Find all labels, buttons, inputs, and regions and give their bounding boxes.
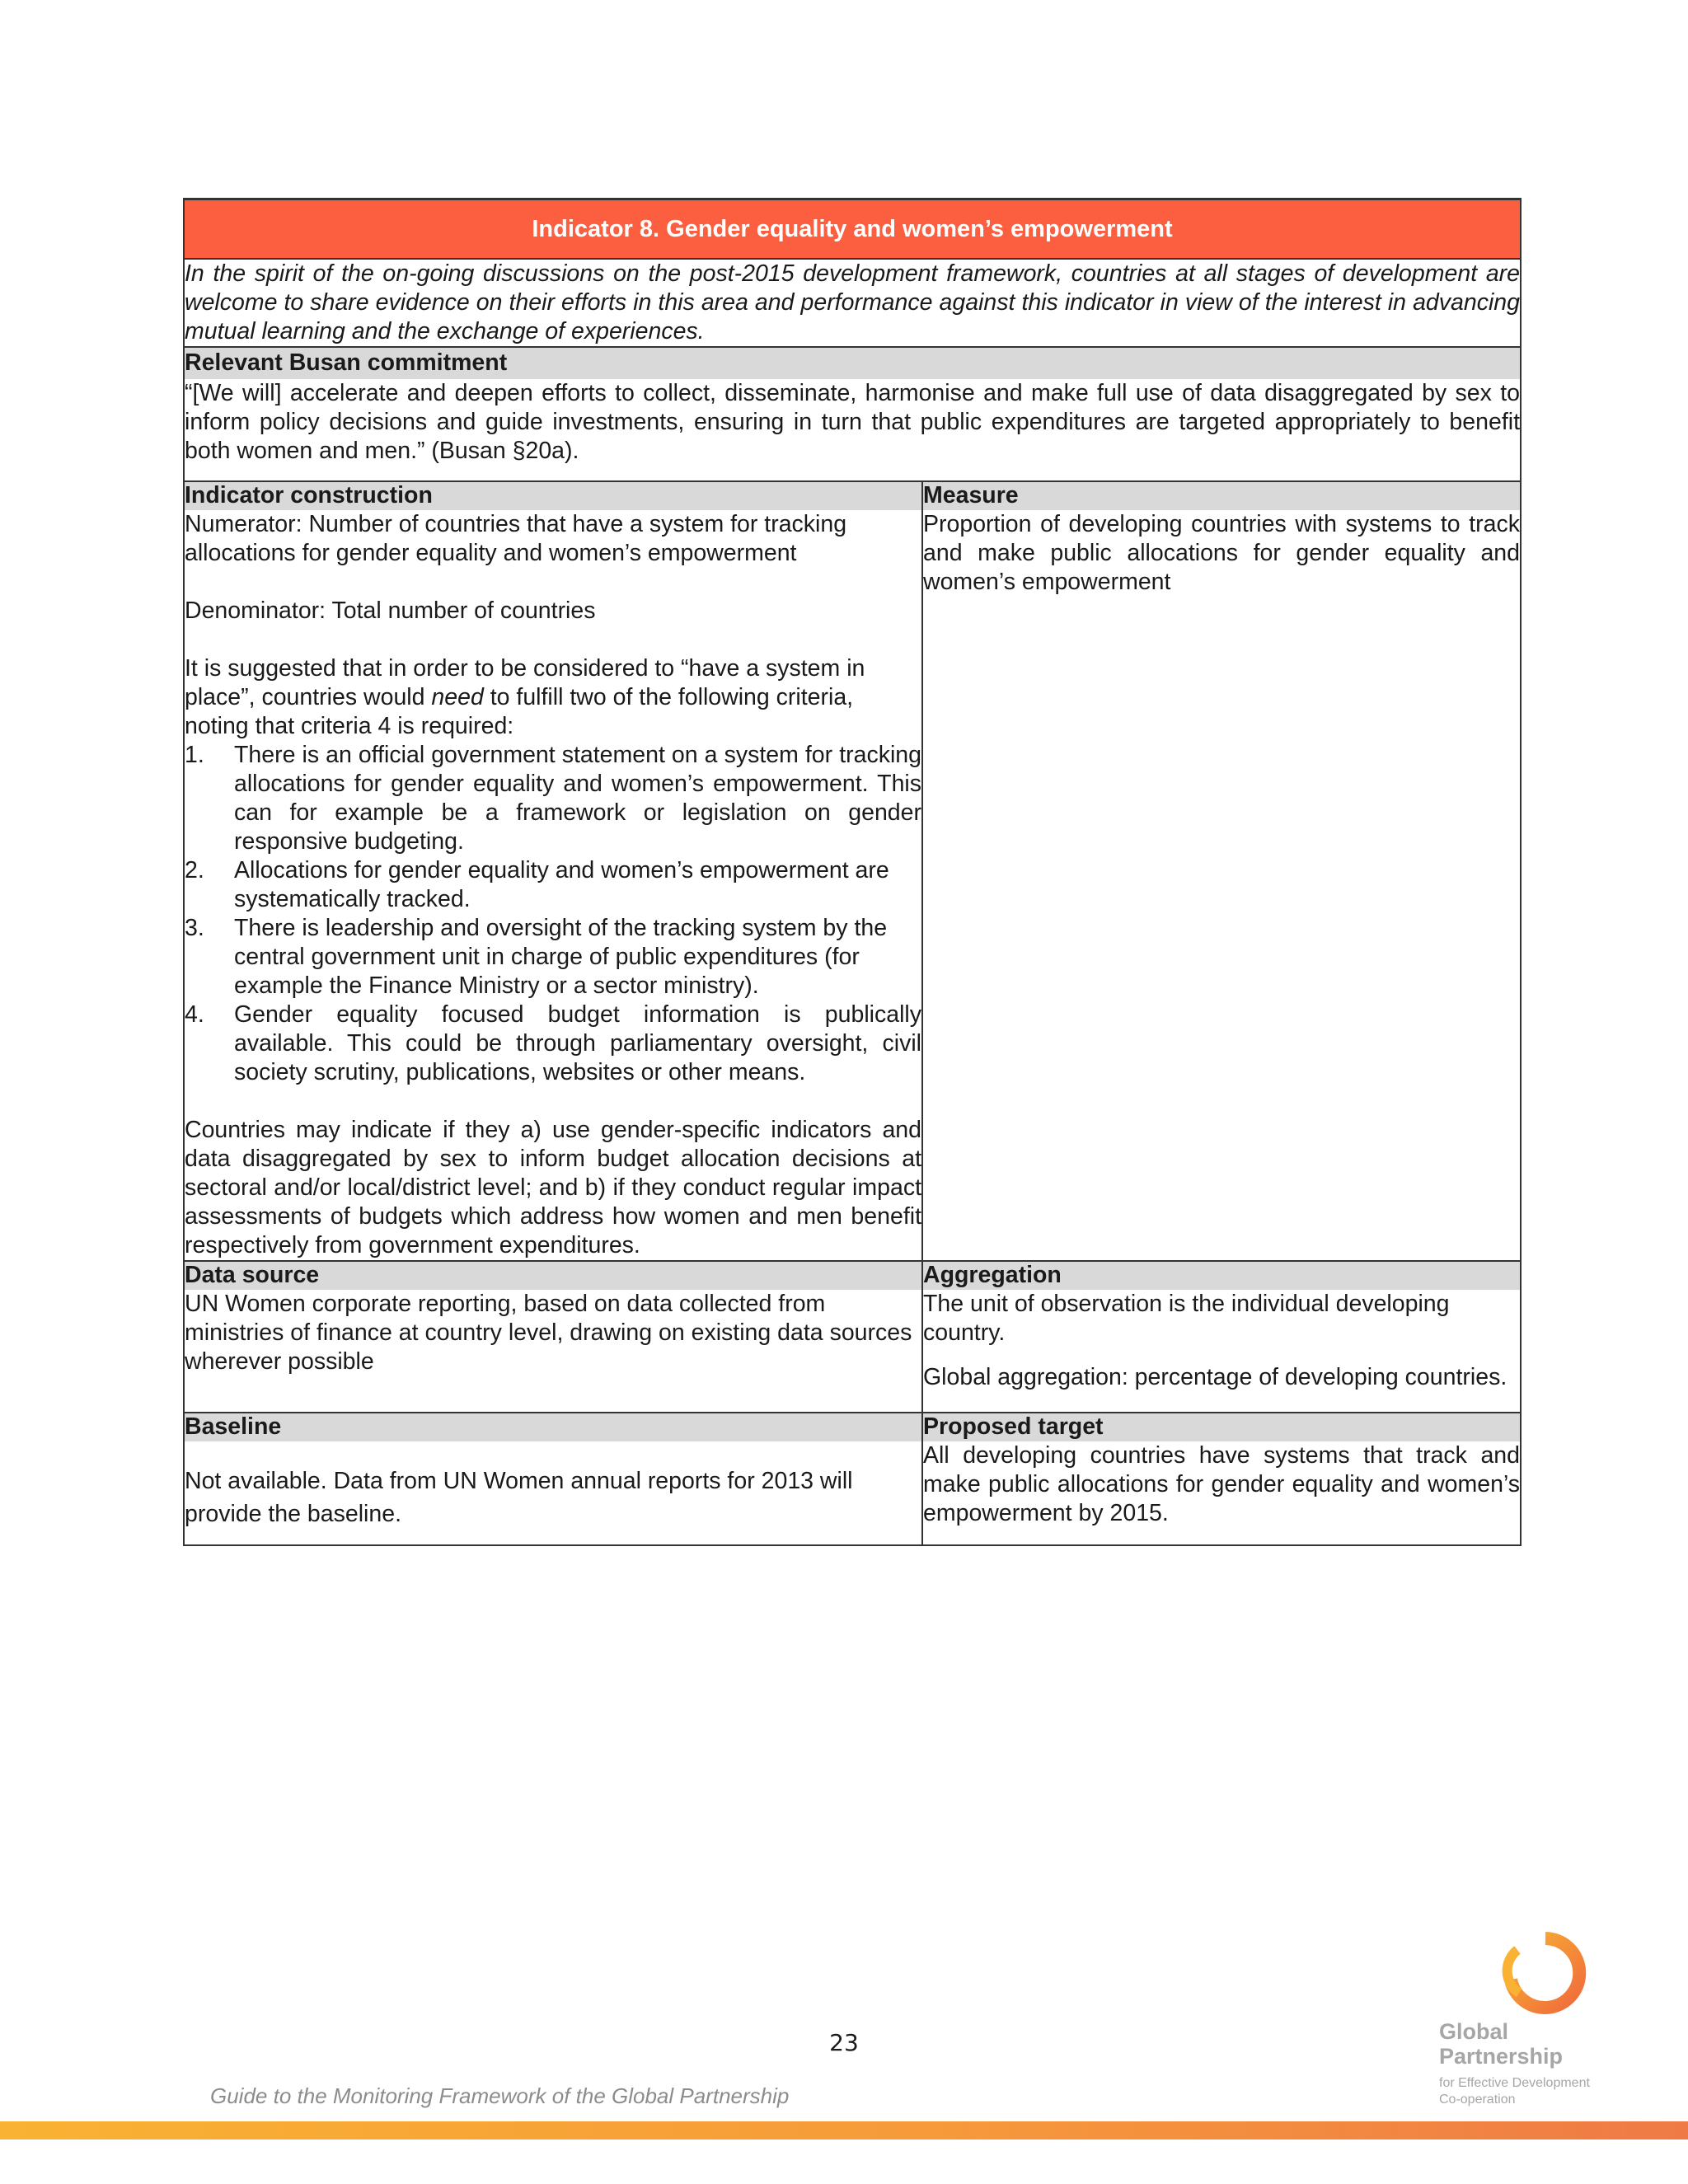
measure-text: Proportion of developing countries with systems to track and make public allocations for gender equality and women’s empowerment (922, 510, 1521, 1261)
measure-heading: Measure (922, 481, 1521, 510)
aggregation-unit: The unit of observation is the individual developing country. (923, 1291, 1450, 1346)
construction-heading: Indicator construction (184, 481, 922, 510)
logo-wordmark: Global Partnership (1439, 2019, 1564, 2069)
list-item: 1. There is an official government statement on a system for tracking allocations for gender equality and women’s empowerment. This can for example be a framework or legislation on gender responsive budgeting. (185, 742, 921, 855)
list-item: 2. Allocations for gender equality and women’s empowerment are systematically tracked. (185, 857, 889, 912)
global-partnership-logo (1434, 1929, 1632, 2110)
suggestion-text: It is suggested that in order to be considered to “have a system in place”, countries would need to fulfill two of the following criteria, noting that criteria 4 is required: (185, 655, 865, 739)
intro-text: In the spirit of the on-going discussions on the post-2015 development framework, countries at all stages of development are welcome to share evidence on their efforts in this area and performance against this indicator in view of the interest in advancing mutual learning and the exchange of experiences. (184, 259, 1521, 347)
page-number: 23 (829, 2029, 859, 2056)
commitment-text: “[We will] accelerate and deepen efforts to collect, disseminate, harmonise and make full use of data disaggregated by sex to inform policy decisions and guide investments, ensuring in turn that public expenditures are targeted appropriately to benefit both women and men.” (Busan §20a). (184, 379, 1521, 481)
data-source-heading: Data source (184, 1261, 922, 1290)
baseline-heading: Baseline (184, 1413, 922, 1441)
footer-guide-title: Guide to the Monitoring Framework of the Global Partnership (210, 2083, 790, 2108)
construction-body (184, 510, 922, 1261)
baseline-text: Not available. Data from UN Women annual reports for 2013 will provide the baseline. (184, 1441, 922, 1545)
indicator-table (183, 198, 1522, 1546)
list-item: 4. Gender equality focused budget information is publically available. This could be through parliamentary oversight, civil society scrutiny, publications, websites or other means. (185, 1001, 921, 1085)
commitment-heading: Relevant Busan commitment (184, 347, 1521, 379)
logo-tagline: for Effective Development Co-operation (1439, 2076, 1590, 2107)
numerator-text: Numerator: Number of countries that have a system for tracking allocations for gender equality and women’s empowerment (185, 511, 847, 566)
target-heading: Proposed target (922, 1413, 1521, 1441)
closing-text: Countries may indicate if they a) use gender-specific indicators and data disaggregated by sex to inform budget allocation decisions at sectoral and/or local/district level; and b) if they conduct regular impact assessments of budgets which address how women and men benefit respectively from government expenditures. (185, 1117, 921, 1258)
aggregation-body (922, 1290, 1521, 1413)
table-title: Indicator 8. Gender equality and women’s empowerment (184, 199, 1521, 260)
denominator-text: Denominator: Total number of countries (185, 598, 596, 624)
emphasis-need: need (431, 684, 484, 710)
data-source-text: UN Women corporate reporting, based on data collected from ministries of finance at country level, drawing on existing data sources wherever possible (184, 1290, 922, 1413)
criteria-list (185, 741, 921, 1087)
target-text: All developing countries have systems that track and make public allocations for gender equality and women’s empowerment by 2015. (922, 1441, 1521, 1545)
list-item: 3. There is leadership and oversight of the tracking system by the central government unit in charge of public expenditures (for example the Finance Ministry or a sector ministry). (185, 915, 888, 999)
partnership-ring-icon (1488, 1929, 1595, 2021)
footer-color-bar (0, 2121, 1688, 2139)
aggregation-heading: Aggregation (922, 1261, 1521, 1290)
aggregation-global: Global aggregation: percentage of developing countries. (923, 1364, 1507, 1390)
